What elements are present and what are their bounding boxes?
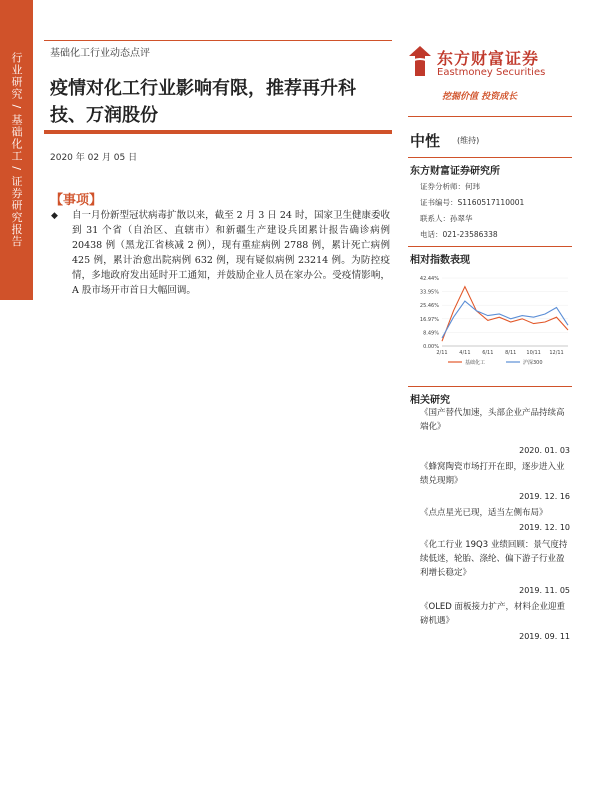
rating-divider	[408, 116, 572, 117]
research-item-title[interactable]: 《OLED 面板接力扩产，材料企业迎重磅机遇》	[420, 602, 566, 626]
rating-label: 中性	[410, 132, 441, 150]
x-tick-label: 4/11	[459, 350, 471, 356]
research-item-date: 2019. 09. 11	[519, 632, 570, 641]
legend-label: 基础化工	[465, 360, 486, 366]
contact-phone: 电话：021-23586338	[420, 230, 498, 239]
chart-heading: 相对指数表现	[410, 255, 470, 266]
y-tick-label: 8.49%	[423, 330, 439, 337]
research-item-date: 2019. 11. 05	[519, 586, 570, 595]
y-tick-label: 33.95%	[419, 289, 439, 296]
research-item-title[interactable]: 《国产替代加速，头部企业产品持续高端化》	[420, 408, 565, 432]
x-tick-label: 2/11	[436, 350, 448, 356]
brand-slogan: 挖掘价值 投资成长	[442, 92, 518, 102]
research-item-title[interactable]: 《点点星光已现，适当左侧布局》	[420, 508, 548, 518]
bullet-icon: ◆	[51, 211, 58, 221]
brand-name-cn: 东方财富证券	[437, 49, 540, 68]
series-line	[442, 287, 568, 342]
header-divider	[44, 40, 392, 41]
eastmoney-logo-icon	[405, 44, 435, 78]
research-item-title[interactable]: 《化工行业 19Q3 业绩回顾：景气度持续低迷，轮胎、涤纶、偏下游子行业盈利增长稳定》	[420, 540, 568, 578]
x-tick-label: 8/11	[505, 350, 517, 356]
research-item-date: 2019. 12. 10	[519, 523, 570, 532]
sidebar-label: 行业研究 / 基础化工 / 证券研究报告	[10, 52, 23, 248]
x-tick-label: 10/11	[526, 350, 541, 356]
research-item-date: 2019. 12. 16	[519, 492, 570, 501]
brand-name-en: Eastmoney Securities	[437, 67, 546, 78]
contact-name: 联系人：孙翠华	[420, 214, 473, 223]
y-tick-label: 42.44%	[419, 276, 439, 282]
analyst-name: 证券分析师：何玮	[420, 182, 480, 191]
x-tick-label: 12/11	[549, 350, 564, 356]
report-title: 疫情对化工行业影响有限，推荐再升科技、万润股份	[50, 78, 356, 126]
research-item-date: 2020. 01. 03	[519, 446, 570, 455]
institute-name: 东方财富证券研究所	[410, 166, 500, 177]
title-divider	[44, 130, 392, 134]
y-tick-label: 0.00%	[423, 344, 439, 350]
x-tick-label: 6/11	[482, 350, 494, 356]
y-tick-label: 16.97%	[419, 316, 439, 323]
legend-label: 沪深300	[523, 360, 543, 366]
body-paragraph: 自一月份新型冠状病毒扩散以来，截至 2 月 3 日 24 时，国家卫生健康委收到 31 个省（自治区、直辖市）和新疆生产建设兵团累计报告确诊病例 20438 例（黑龙江省核减 2 例），现有重症病例 2788 例，累计死亡病例 425 例，累计治愈出院病例 632 例，现有疑似病例 23214 例。为防控疫情，多地政府发出延时开工通知，并鼓励企业人员在家办公。受疫情影响，A 股市场开市首日大幅回调。	[72, 210, 390, 296]
report-category: 基础化工行业动态点评	[50, 48, 150, 59]
sidebar-band	[0, 0, 33, 300]
section-heading: 【事项】	[50, 193, 103, 208]
chart-divider	[408, 246, 572, 247]
research-item-title[interactable]: 《蜂窝陶瓷市场打开在即，逐步进入业绩兑现期》	[420, 462, 565, 486]
analyst-cert: 证书编号：S1160517110001	[420, 198, 525, 207]
rating-note: (维持)	[457, 136, 480, 145]
y-tick-label: 25.46%	[419, 303, 439, 310]
relative-index-chart	[408, 268, 572, 374]
report-date: 2020 年 02 月 05 日	[50, 153, 138, 163]
research-heading: 相关研究	[410, 395, 450, 406]
research-divider	[408, 386, 572, 387]
institute-divider	[408, 157, 572, 158]
